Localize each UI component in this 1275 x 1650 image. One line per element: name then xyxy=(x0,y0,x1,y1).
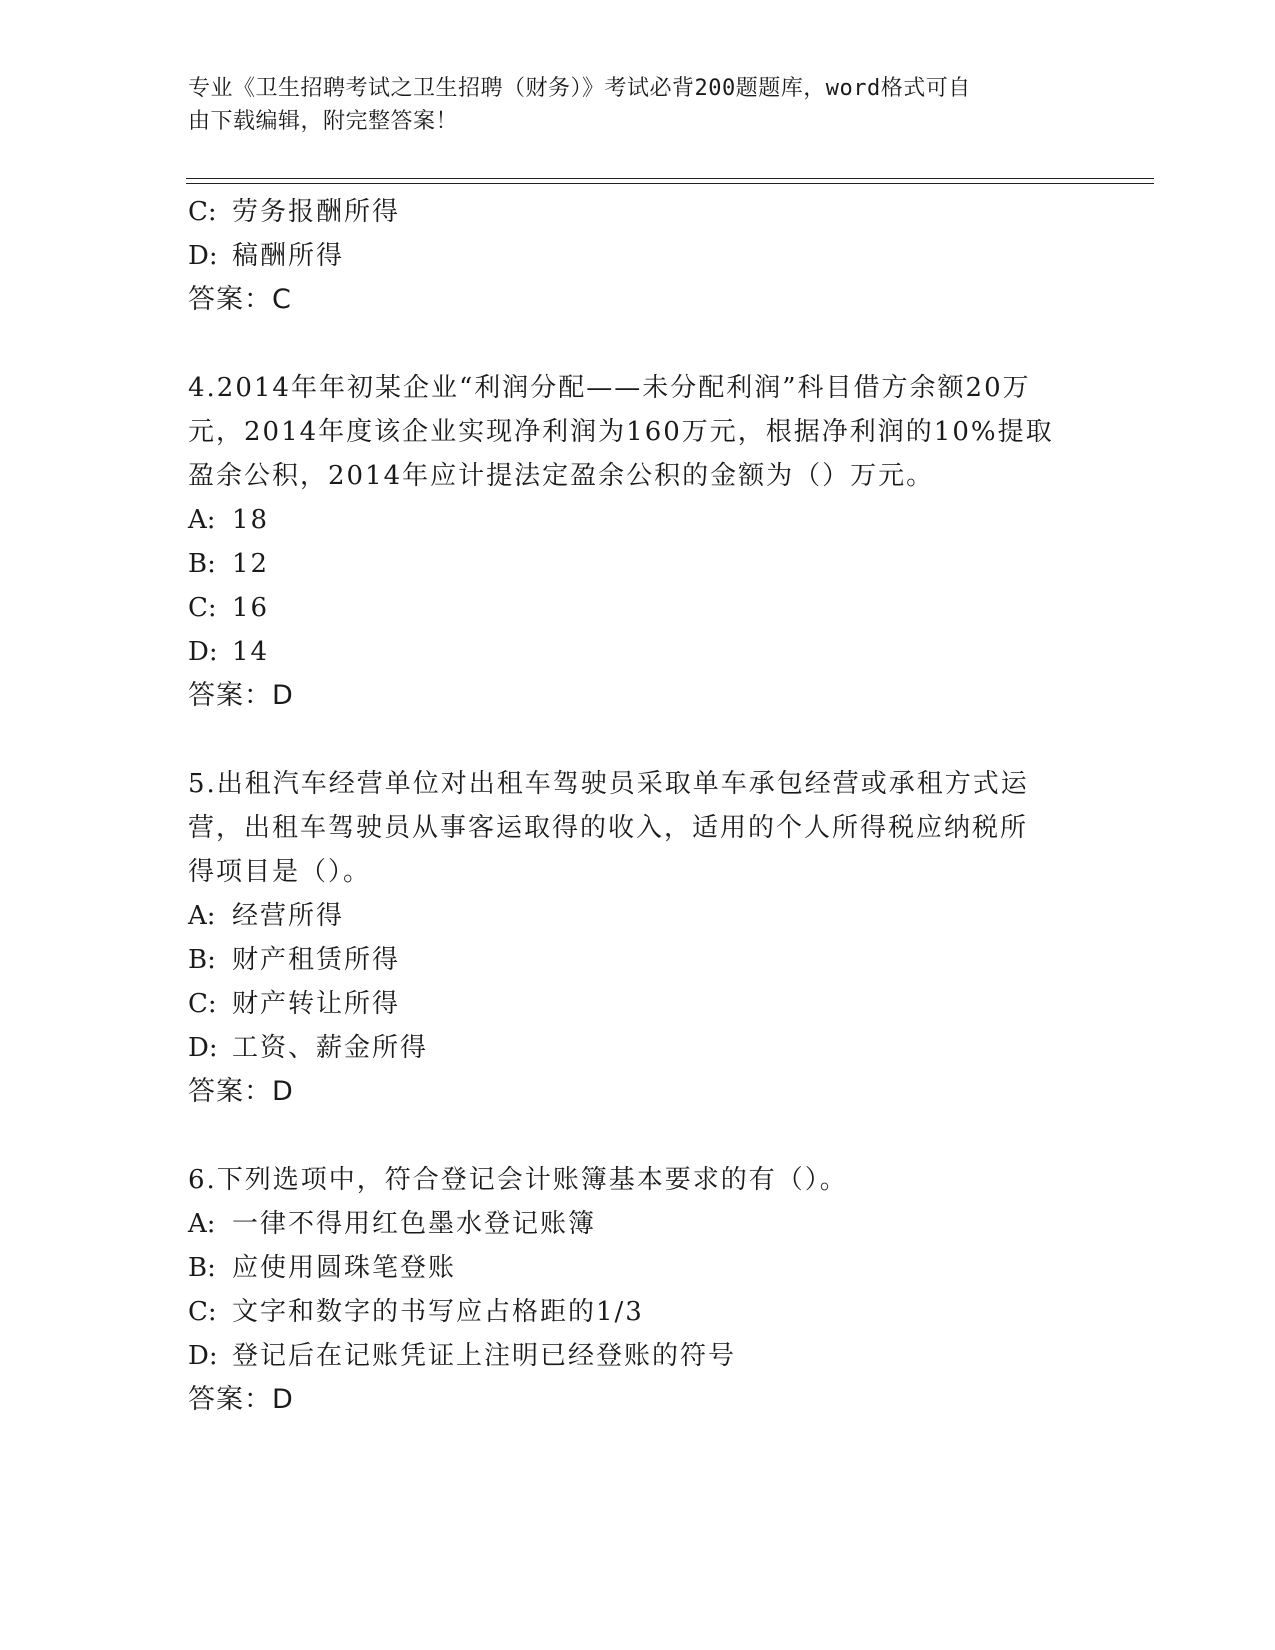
document-header xyxy=(188,72,1068,138)
q5-option-a: A: 经营所得 xyxy=(188,901,345,931)
q5-stem-line-2: 营，出租车驾驶员从事客运取得的收入，适用的个人所得税应纳税所 xyxy=(188,813,1029,843)
q4-answer: 答案：D xyxy=(188,680,294,711)
q4-stem-line-3: 盈余公积，2014年应计提法定盈余公积的金额为（）万元。 xyxy=(188,461,935,491)
q6-answer: 答案：D xyxy=(188,1384,294,1415)
header-rule-bottom xyxy=(186,183,1154,184)
q6-option-a: A: 一律不得用红色墨水登记账簿 xyxy=(188,1209,597,1239)
q6-stem-line-1: 6.下列选项中，符合登记会计账簿基本要求的有（）。 xyxy=(188,1165,848,1195)
header-rule-top xyxy=(186,178,1154,179)
header-line-1: 专业《卫生招聘考试之卫生招聘（财务）》考试必背200题题库，word格式可自 xyxy=(188,76,971,101)
q6-option-d: D: 登记后在记账凭证上注明已经登账的符号 xyxy=(188,1341,737,1371)
q4-option-c: C: 16 xyxy=(188,593,270,623)
q4-option-a: A: 18 xyxy=(188,505,270,535)
q5-option-d: D: 工资、薪金所得 xyxy=(188,1033,429,1063)
q5-option-b: B: 财产租赁所得 xyxy=(188,945,401,975)
q5-option-c: C: 财产转让所得 xyxy=(188,989,401,1019)
q4-stem-line-1: 4.2014年年初某企业“利润分配——未分配利润”科目借方余额20万 xyxy=(188,373,1031,403)
q4-option-b: B: 12 xyxy=(188,549,270,579)
q5-stem-line-1: 5.出租汽车经营单位对出租车驾驶员采取单车承包经营或承租方式运 xyxy=(188,769,1029,799)
q6-option-b: B: 应使用圆珠笔登账 xyxy=(188,1253,457,1283)
q5-answer: 答案：D xyxy=(188,1076,294,1107)
q4-option-d: D: 14 xyxy=(188,637,270,667)
q5-stem-line-3: 得项目是（）。 xyxy=(188,857,372,887)
q3-option-d: D: 稿酬所得 xyxy=(188,241,345,271)
q3-option-c: C: 劳务报酬所得 xyxy=(188,197,401,227)
q3-answer: 答案：C xyxy=(188,284,292,315)
q4-stem-line-2: 元，2014年度该企业实现净利润为160万元，根据净利润的10%提取 xyxy=(188,417,1054,447)
header-line-2: 由下载编辑，附完整答案！ xyxy=(188,109,459,134)
q6-option-c: C: 文字和数字的书写应占格距的1/3 xyxy=(188,1297,644,1327)
